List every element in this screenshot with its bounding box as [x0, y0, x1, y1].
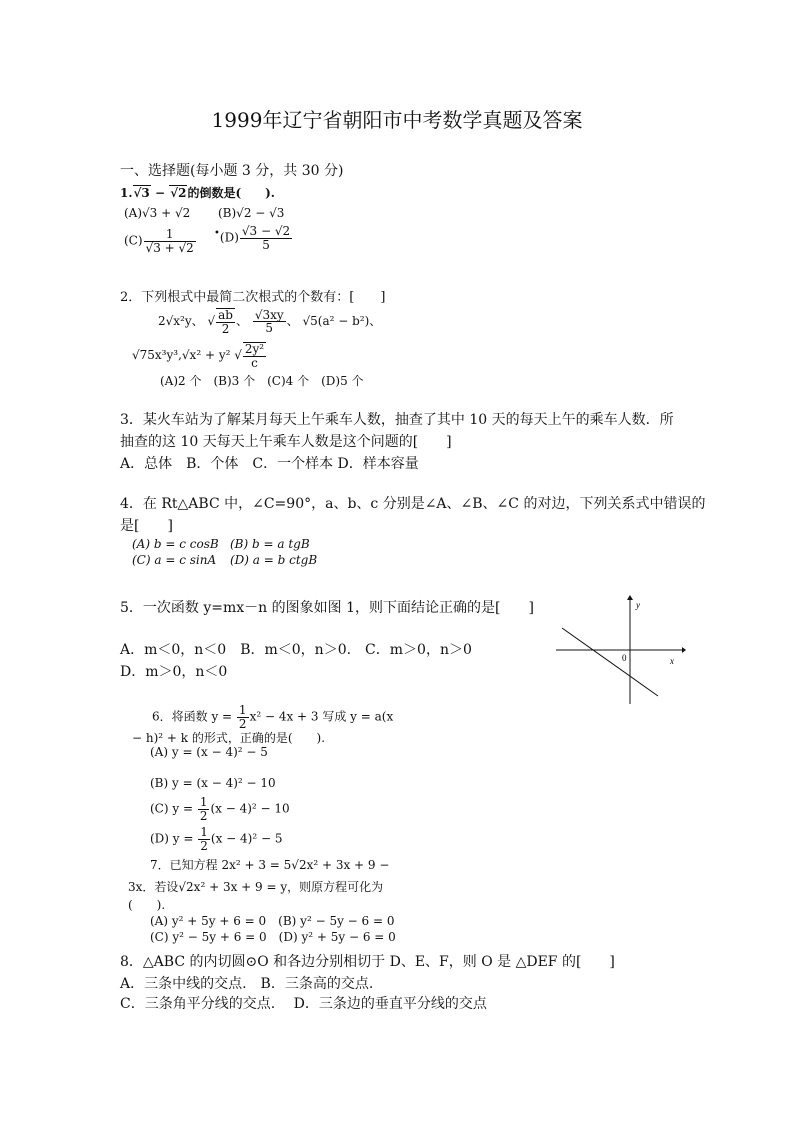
q7-options-row1: (A) y² + 5y + 6 = 0 (B) y² − 5y − 6 = 0	[150, 914, 395, 928]
separator: 、	[235, 314, 248, 329]
q2-radicals-row2	[132, 342, 267, 369]
q1-number: 1.	[120, 186, 133, 200]
q8-options-line2: C．三条角平分线的交点. D．三条边的垂直平分线的交点	[120, 996, 487, 1012]
q4-line1: 4．在 Rt△ABC 中，∠C=90°，a、b、c 分别是∠A、∠B、∠C 的对边，下列关系式中错误的	[120, 496, 706, 512]
linear-function-graph	[556, 594, 686, 704]
root-icon: √	[234, 348, 242, 363]
q1-option-c	[124, 228, 197, 254]
q1-option-d	[214, 225, 293, 251]
q8-stem: 8．△ABC 的内切圆⊙O 和各边分别相切于 D、E、F，则 O 是 △DEF 的[ ]	[120, 954, 615, 970]
q6-option-d-b: (x − 4)² − 5	[210, 831, 283, 846]
q6-numerator: 1	[238, 703, 247, 717]
q1-option-d-label: (D)	[219, 230, 239, 245]
q5-options-line2: D．m＞0，n＜0	[120, 664, 228, 680]
q1-option-b: (B)√2 − √3	[218, 206, 285, 220]
q4-option-c: (C) a = c sinA	[132, 553, 217, 567]
origin-label: 0	[622, 653, 627, 663]
q7-line3: ( ).	[128, 898, 166, 912]
q5-graph	[556, 594, 686, 704]
y-axis-arrow-icon	[627, 595, 633, 600]
q1-option-d-denominator: 5	[262, 237, 270, 252]
q4-line2: 是[ ]	[120, 518, 173, 534]
q2-radical-1: 2√x²y	[158, 314, 192, 329]
q7-line2: 3x．若设√2x² + 3x + 9 = y，则原方程可化为	[128, 880, 384, 894]
q1-option-c-numerator: 1	[144, 228, 196, 242]
q1-option-c-label: (C)	[124, 233, 143, 248]
q1-stem-text: 的倒数是( ).	[187, 186, 275, 200]
q6-option-d-a: (D) y =	[150, 831, 198, 846]
q4-option-a: (A) b = c cosB	[132, 537, 219, 551]
q1-minus: −	[150, 186, 170, 200]
q6-option-c-denominator: 2	[199, 808, 208, 823]
q4-option-d: (D) a = b ctgB	[230, 553, 318, 567]
q2-radical-7-numerator: 2y²	[244, 342, 265, 356]
q2-radical-2-numerator: ab	[218, 308, 233, 322]
q6-option-b: (B) y = (x − 4)² − 10	[150, 776, 276, 790]
q6-option-d-numerator: 1	[200, 825, 208, 839]
function-line	[562, 628, 658, 696]
q2-radical-7-denominator: c	[251, 355, 258, 370]
q4-option-b: (B) b = a tgB	[230, 537, 310, 551]
q2-radical-4: √5(a² − b²)	[302, 314, 370, 329]
q2-radical-3-denominator: 5	[265, 321, 274, 336]
q2-radicals-row1	[158, 308, 381, 335]
q6-stem-a: 6．将函数 y =	[152, 709, 236, 724]
q6-stem-b: x² − 4x + 3 写成 y = a(x	[249, 709, 394, 724]
q1-stem	[120, 184, 275, 201]
q6-option-c	[150, 796, 290, 822]
separator: 、	[286, 314, 299, 329]
q6-option-c-a: (C) y =	[150, 801, 197, 816]
y-axis-label: y	[636, 600, 640, 610]
x-axis-arrow-icon	[682, 647, 686, 653]
q1-option-d-numerator: √3 − √2	[241, 224, 291, 238]
separator: 、	[191, 314, 204, 329]
q2-radical-5: √75x³y³	[132, 348, 179, 363]
q1-root-2: √2	[170, 186, 187, 200]
answer-dot-mark: •	[214, 227, 220, 239]
q6-option-d	[150, 826, 282, 852]
q1-root-3: √3	[133, 186, 150, 200]
q5-options-line1: A．m＜0，n＜0 B．m＜0，n＞0. C．m＞0，n＞0	[120, 642, 472, 658]
root-icon: √	[207, 314, 216, 329]
separator: 、	[369, 314, 382, 329]
q3-line1: 3．某火车站为了解某月每天上午乘车人数，抽查了其中 10 天的每天上午的乘车人数．所	[120, 412, 674, 428]
q6-option-c-numerator: 1	[199, 795, 208, 809]
q2-options: (A)2 个 (B)3 个 (C)4 个 (D)5 个	[160, 374, 364, 388]
page-title: 1999年辽宁省朝阳市中考数学真题及答案	[211, 108, 583, 132]
q6-stem-line2: − h)² + k 的形式，正确的是( ).	[132, 731, 326, 745]
q5-stem: 5．一次函数 y=mx－n 的图象如图 1，则下面结论正确的是[ ]	[120, 600, 534, 616]
q7-line1: 7．已知方程 2x² + 3 = 5√2x² + 3x + 9 −	[150, 858, 390, 872]
q6-option-a: (A) y = (x − 4)² − 5	[150, 745, 268, 759]
q6-stem-line1	[152, 704, 393, 730]
q2-radical-3-numerator: √3xy	[254, 307, 284, 322]
q2-radical-2-denominator: 2	[221, 321, 230, 336]
q3-line2: 抽查的这 10 天每天上午乘车人数是这个问题的[ ]	[120, 434, 452, 450]
q6-option-d-denominator: 2	[200, 838, 208, 853]
q6-option-c-b: (x − 4)² − 10	[210, 801, 290, 816]
q3-options: A．总体 B．个体 C．一个样本 D．样本容量	[120, 456, 419, 472]
q6-denominator: 2	[238, 716, 247, 731]
q1-option-c-denominator: √3 + √2	[145, 240, 194, 255]
q2-stem: 2．下列根式中最简二次根式的个数有：[ ]	[120, 290, 386, 305]
q2-radical-6: ,√x² + y²	[178, 348, 231, 363]
q7-options-row2: (C) y² − 5y + 6 = 0 (D) y² + 5y − 6 = 0	[150, 930, 396, 944]
section-heading: 一、选择题(每小题 3 分，共 30 分)	[120, 163, 344, 179]
q1-option-a: (A)√3 + √2	[124, 206, 191, 220]
q8-options-line1: A．三条中线的交点. B．三条高的交点.	[120, 976, 374, 992]
x-axis-label: x	[670, 656, 674, 666]
